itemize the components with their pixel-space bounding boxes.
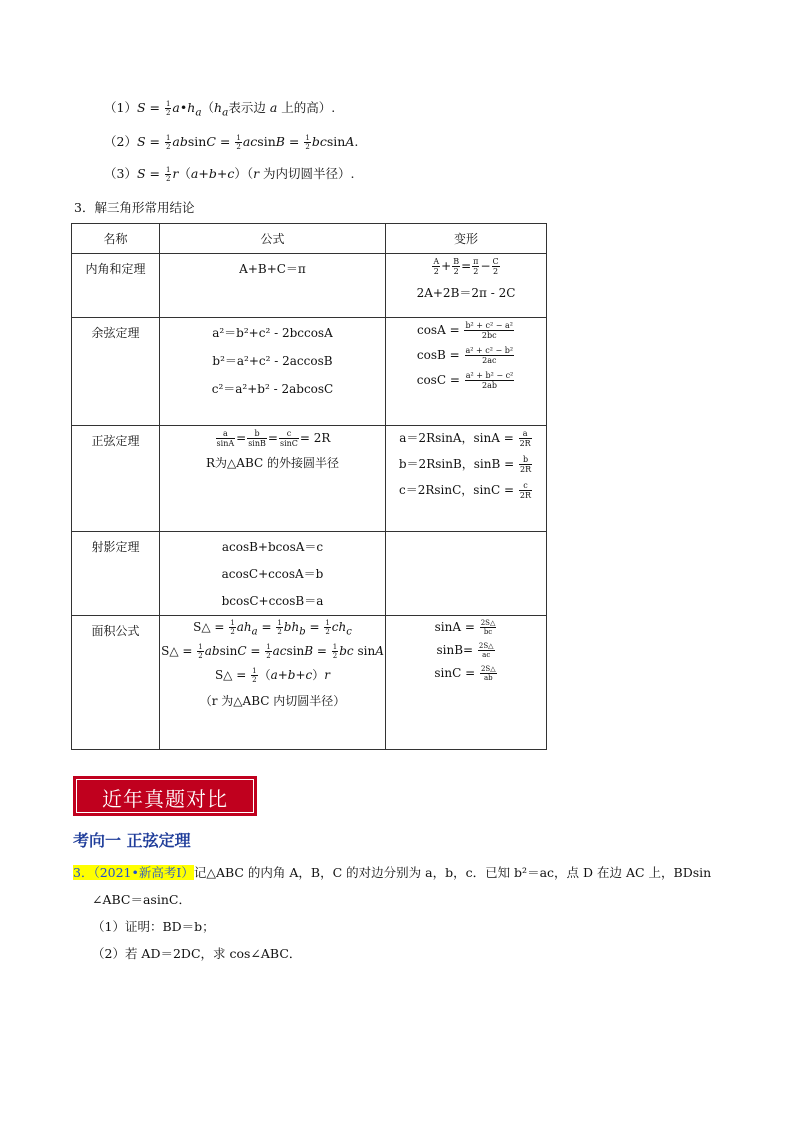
formula-line: b²＝a²+c² - 2accosB bbox=[212, 354, 333, 368]
formula-line: （r 为△ABC 内切圆半径） bbox=[199, 694, 346, 709]
variant-line: cosC = $\frac{\text{a² + b² − c²}}{2ab}$ bbox=[416, 371, 514, 390]
variant-line: a＝2RsinA，sinA = $\frac{a}{2R}$ bbox=[399, 429, 531, 448]
variant-line: sinA = $\frac{2S\triangle}{bc}$ bbox=[434, 619, 496, 636]
banner-title: 近年真题对比 bbox=[102, 787, 228, 811]
sine-law-formula: $\frac{a}{\sin A}$ = $\frac{b}{\sin B}$ = $\frac{c}{\sin C}$ = 2R bbox=[216, 429, 331, 448]
area-line: S△ = $\frac{1}{2}$ absinC = $\frac{1}{2}$ acsinB = $\frac{1}{2}$ bc sinA bbox=[161, 643, 384, 661]
formula-line: A+B+C＝π bbox=[239, 262, 306, 276]
formula-line: acosB+bcosA＝c bbox=[221, 540, 324, 554]
table-header-row bbox=[72, 224, 547, 254]
formula-line: 2A+2B＝2π - 2C bbox=[416, 286, 516, 300]
area-line: S△ = $\frac{1}{2}$ （a+b+c）r bbox=[214, 667, 331, 685]
table-row bbox=[72, 318, 547, 426]
header-formula: 公式 bbox=[160, 224, 386, 254]
table-row bbox=[72, 616, 547, 750]
formula-line: c²＝a²+b² - 2abcosC bbox=[211, 382, 334, 396]
variant-line: cosA = $\frac{\text{b² + c² − a²}}{2bc}$ bbox=[416, 321, 514, 340]
problem-line-1: 3．（2021•新高考Ⅰ）记△ABC 的内角 A，B，C 的对边分别为 a，b，c．已知 b²＝ac，点 D 在边 AC 上，BDsin bbox=[73, 865, 712, 880]
variant-line: sinB= $\frac{2S\triangle}{ac}$ bbox=[436, 642, 494, 659]
problem-q2: （2）若 AD＝2DC，求 cos∠ABC． bbox=[92, 946, 302, 961]
section-banner bbox=[73, 776, 257, 816]
area-line: S△ = $\frac{1}{2}$ $ah_a$ = $\frac{1}{2}$ $bh_b$ = $\frac{1}{2}$ $ch_c$ bbox=[193, 619, 352, 638]
section-title: 3．解三角形常用结论 bbox=[74, 200, 195, 215]
table-row bbox=[72, 426, 547, 532]
variant-line: sinC = $\frac{2S\triangle}{ab}$ bbox=[434, 665, 496, 682]
row-name: 射影定理 bbox=[91, 540, 140, 554]
row-name: 内角和定理 bbox=[85, 262, 146, 276]
area-formula-2: （2）S = $\frac{1}{2}$ absinC = $\frac{1}{2}$ acsinB = $\frac{1}{2}$ bcsinA. bbox=[104, 134, 359, 151]
variant-line: cosB = $\frac{\text{a² + c² − b²}}{2ac}$ bbox=[416, 346, 514, 365]
problem-source-badge: 3．（2021•新高考Ⅰ） bbox=[73, 865, 194, 880]
kaoxiang-heading: 考向一 正弦定理 bbox=[73, 831, 191, 850]
fraction: $\frac{1}{2}$ bbox=[165, 100, 171, 117]
formula-line: a²＝b²+c² - 2bccosA bbox=[212, 326, 333, 340]
formula-line: bcosC+ccosB＝a bbox=[221, 594, 324, 608]
problem-line-2: ∠ABC＝asinC． bbox=[92, 892, 191, 907]
header-variant: 变形 bbox=[386, 224, 547, 254]
row-name: 面积公式 bbox=[91, 624, 140, 638]
angle-half-formula: $\frac{A}{2}$ + $\frac{B}{2}$ = $\frac{\pi}{2}$ − $\frac{C}{2}$ bbox=[433, 257, 499, 276]
formula-table bbox=[71, 223, 547, 750]
formula-line: acosC+ccosA＝b bbox=[221, 567, 324, 581]
header-name: 名称 bbox=[72, 224, 160, 254]
variant-line: c＝2RsinC，sinC = $\frac{c}{2R}$ bbox=[398, 481, 531, 500]
table-row bbox=[72, 532, 547, 616]
formula-line: R为△ABC 的外接圆半径 bbox=[206, 456, 339, 470]
variant-line: b＝2RsinB，sinB = $\frac{b}{2R}$ bbox=[398, 455, 532, 474]
row-name: 余弦定理 bbox=[91, 326, 140, 340]
table-row bbox=[72, 254, 547, 318]
area-formula-1: （1）S = $\frac{1}{2}$ $a•h_a(h_a$表示边 a 上的高）. bbox=[104, 100, 336, 119]
row-name: 正弦定理 bbox=[91, 434, 140, 448]
problem-q1: （1）证明：BD＝b； bbox=[92, 919, 215, 934]
area-formula-3: （3）S = $\frac{1}{2}$ r（a+b+c）（r 为内切圆半径）. bbox=[104, 166, 355, 183]
